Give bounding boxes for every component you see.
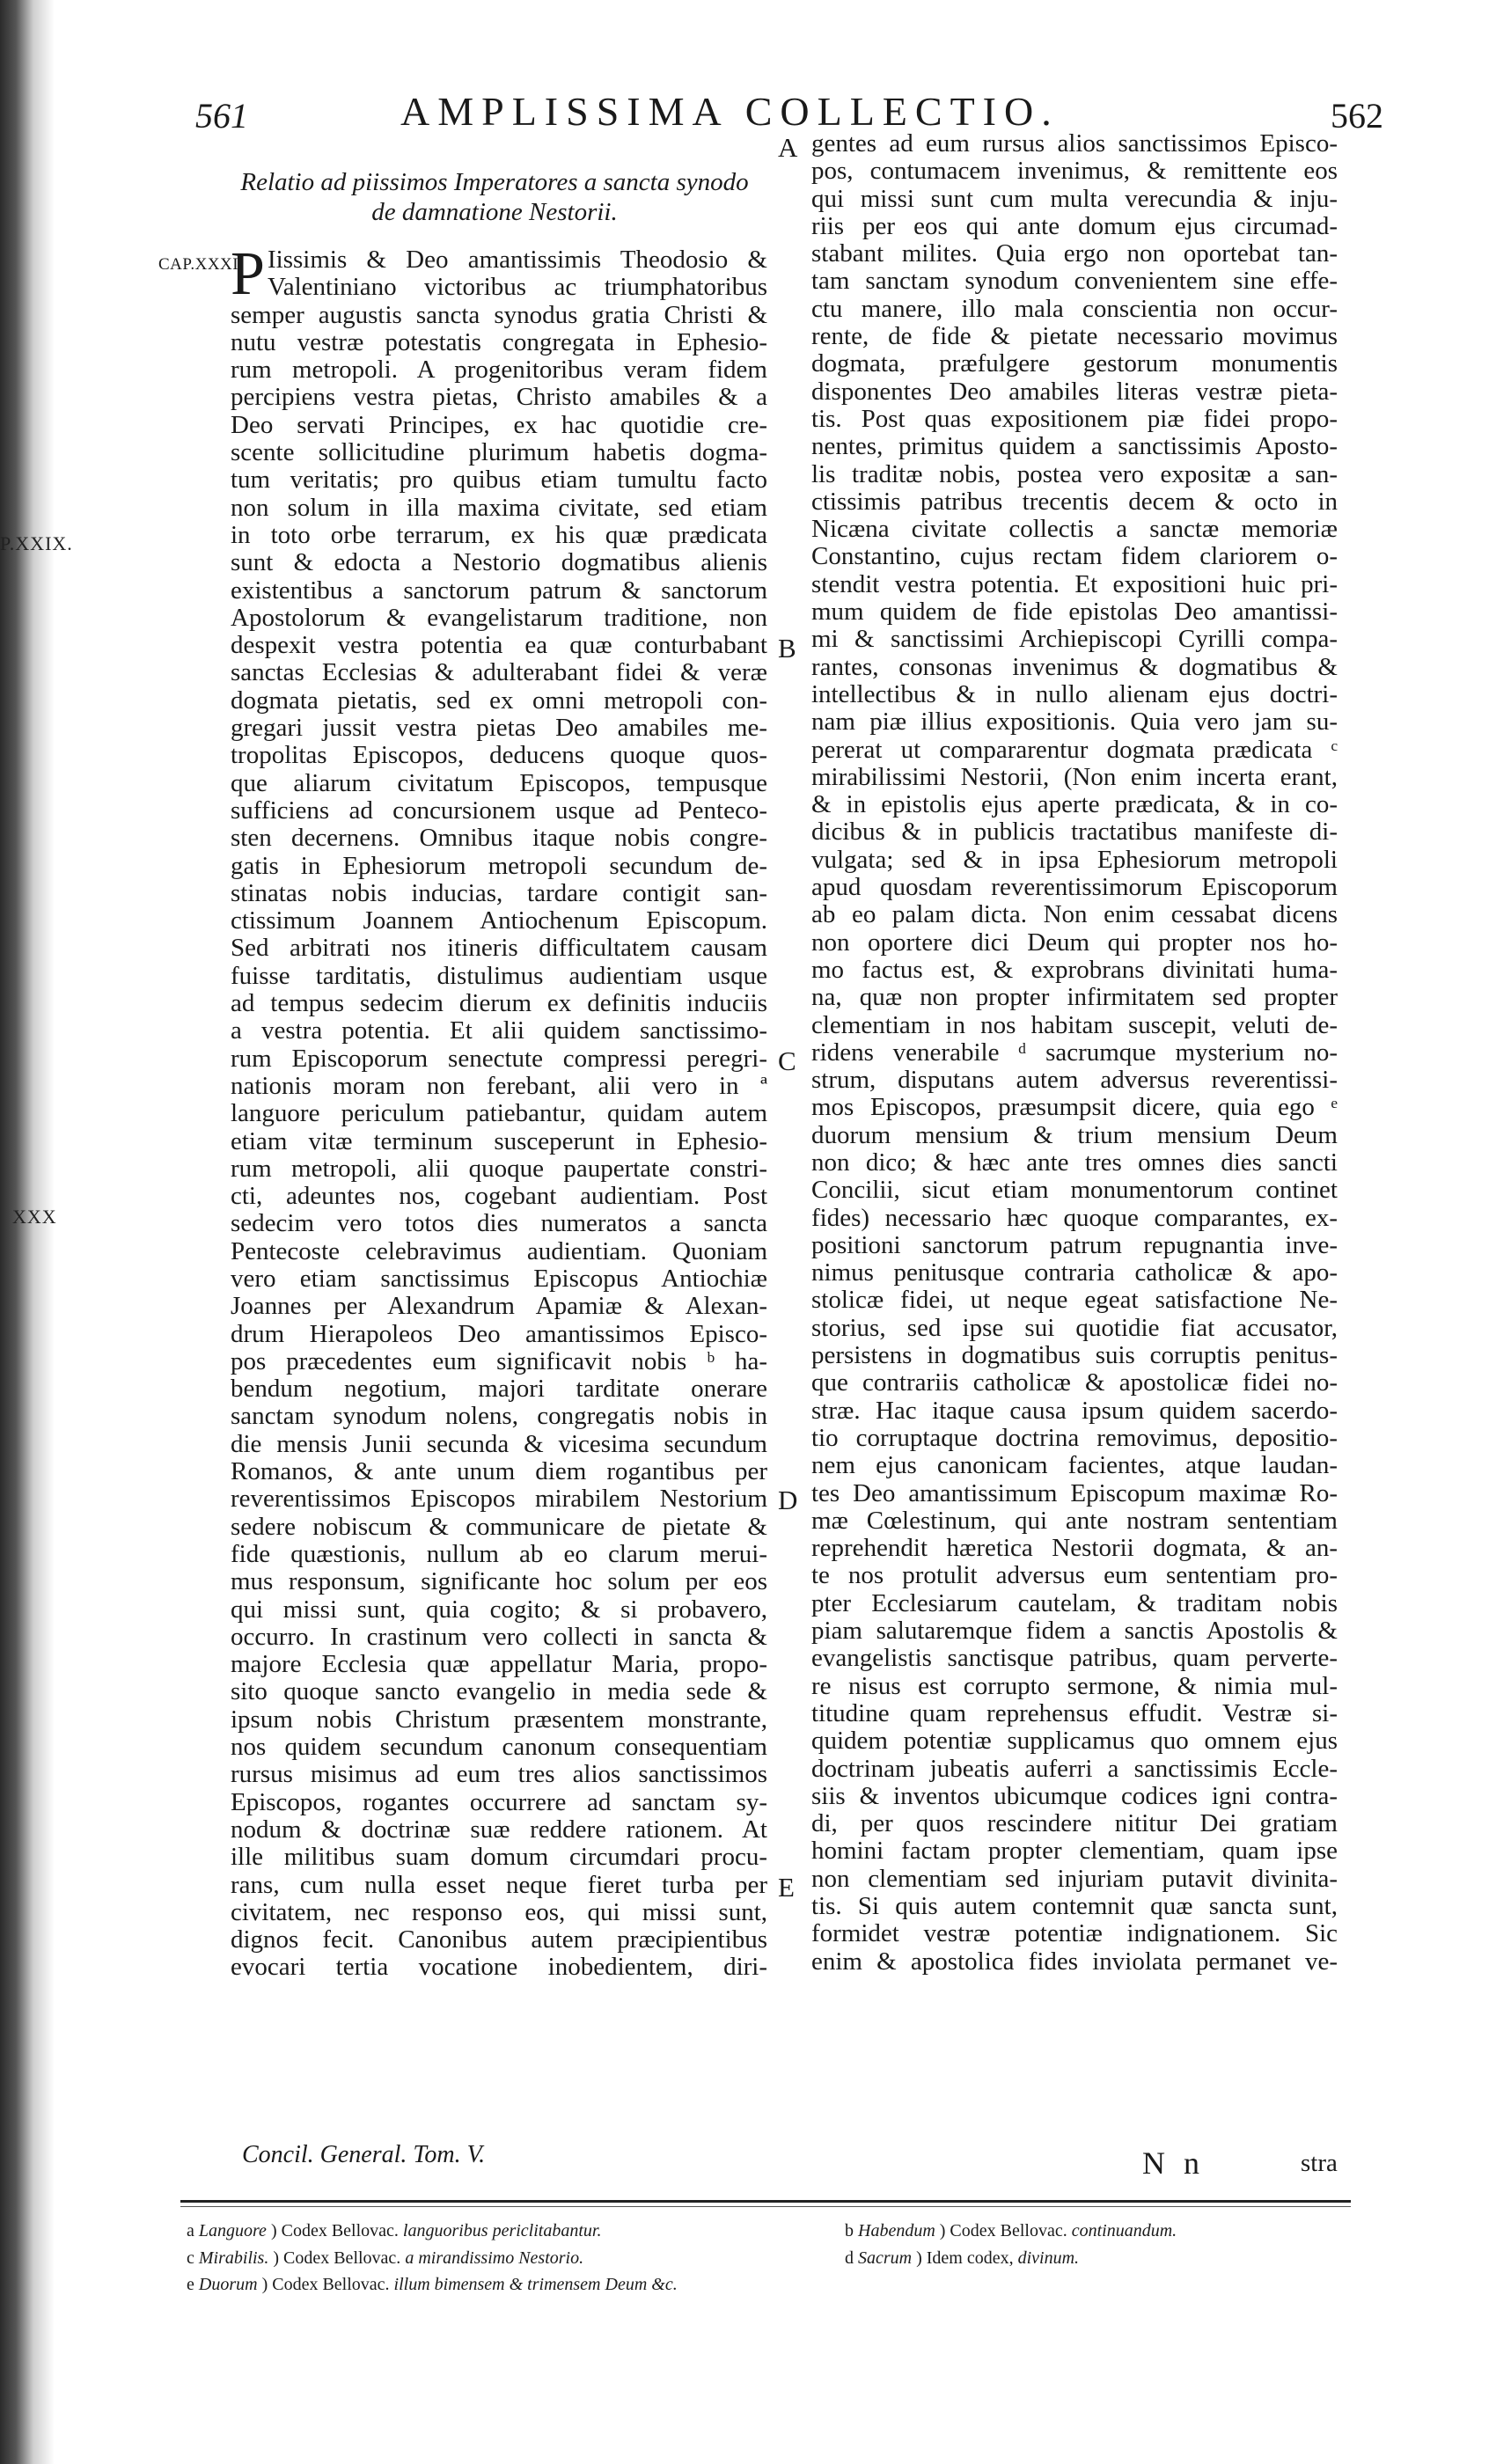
text-line: Constantino, cujus rectam fidem clariorem o- [811,543,1338,571]
text-line: semper augustis sancta synodus gratia Christi & [231,301,767,329]
footnote-lemma: Languore [198,2221,267,2240]
text-line: tum veritatis; pro quibus etiam tumultu facto [231,466,767,495]
text-line: evangelistis sanctisque patribus, quam perverte- [811,1645,1338,1673]
text-line: mum quidem de fide epistolas Deo amantissi- [811,598,1338,627]
signature-line-concil: Concil. General. Tom. V. [242,2141,486,2168]
footnote-reading: divinum. [1017,2248,1080,2268]
text-line: nimus penitusque contraria catholicæ & apo- [811,1259,1338,1287]
text-line: mæ Cœlestinum, qui ante nostram sententiam [811,1507,1338,1535]
text-line: in toto orbe terrarum, ex his quæ prædicata [231,521,767,549]
text-line: rans, cum nulla esset neque fieret turba per [231,1871,767,1899]
text-line: piam salutaremque fidem a sanctis Apostolis & [811,1617,1338,1646]
text-line: percipiens vestra pietas, Christo amabiles & a [231,384,767,412]
text-line: Iissimis & Deo amantissimis Theodosio & [268,246,767,274]
text-line: ridens venerabile ᵈ sacrumque mysterium no- [811,1038,1338,1067]
footnote-text: ) Codex Bellovac. [273,2248,401,2268]
text-line: gatis in Ephesiorum metropoli secundum de- [231,852,767,880]
text-line: mirabilissimi Nestorii, (Non enim incerta erant, [811,763,1338,791]
text-line: dignos fecit. Canonibus autem præcipientibus [231,1926,767,1954]
text-line: enim & apostolica fides inviolata permanet ve- [811,1947,1338,1976]
footnote-text: ) Codex Bellovac. [261,2275,390,2294]
page-gutter-shadow [0,0,55,2464]
text-line: sito quoque sancto evangelio in media sede & [231,1678,767,1706]
footnote-mark: c [187,2248,194,2268]
text-line: vero etiam sanctissimus Episcopus Antiochiæ [231,1265,767,1293]
text-line: Joannes per Alexandrum Apamiæ & Alexan- [231,1293,767,1321]
footnote-lemma: Habendum [858,2221,935,2240]
text-line: ille militibus suam domum circumdari procu- [231,1844,767,1872]
text-line: stinatas nobis inducias, tardare contigit san- [231,879,767,907]
text-line: te nos protulit adversus eum sententiam pro- [811,1562,1338,1590]
margin-letter-a: A [778,132,798,163]
text-line: stolicæ fidei, ut neque egeat satisfactione Ne- [811,1287,1338,1315]
text-line: etiam vitæ terminum susceperunt in Ephesio- [231,1127,767,1155]
text-line: strum, disputans autem adversus reverentissi- [811,1067,1338,1095]
text-line: cti, adeuntes nos, cogebant audientiam. Post [231,1183,767,1211]
text-line: sufficiens ad concursionem usque ad Penteco- [231,796,767,825]
text-line: disponentes Deo amabiles literas vestræ pieta- [811,378,1338,406]
text-line: tio corruptaque doctrina removimus, depositio- [811,1424,1338,1452]
right-text-column [811,130,1338,1976]
edge-label-xxx: XXX [12,1206,57,1228]
footnote-mark: b [845,2221,854,2240]
text-line: Nicæna civitate collectis a sanctæ memoriæ [811,516,1338,544]
text-line: nam piæ illius expositionis. Quia vero jam su- [811,708,1338,737]
footnote-rule [180,2200,1351,2203]
text-line: sedere nobiscum & communicare de pietate & [231,1513,767,1541]
text-line: ab eo palam dicta. Non enim cessabat dicens [811,901,1338,929]
text-line: que aliarum civitatum Episcopos, tempusque [231,769,767,797]
text-line: nutu vestræ potestatis congregata in Ephesio- [231,328,767,356]
text-line: non dico; & hæc ante tres omnes dies sancti [811,1148,1338,1177]
text-line: tropolitas Episcopos, deducens quoque quos- [231,742,767,770]
printer-signature: N n [1142,2145,1205,2181]
text-line: tes Deo amantissimum Episcopum maximæ Ro- [811,1479,1338,1507]
text-line: non clementiam sed injuriam putavit divinita- [811,1865,1338,1893]
text-line: nentes, primitus quidem a sanctissimis Aposto- [811,433,1338,461]
text-line: scente sollicitudine plurimum habetis dogma- [231,439,767,467]
text-line: Pentecoste celebravimus audientiam. Quoniam [231,1237,767,1265]
text-line: Sed arbitrati nos itineris difficultatem causam [231,935,767,963]
text-line: persistens in dogmatibus suis corruptis penitus- [811,1342,1338,1370]
running-title: AMPLISSIMA COLLECTIO. [400,89,1060,134]
text-line: die mensis Junii secunda & vicesima secundum [231,1430,767,1458]
text-line: Valentiniano victoribus ac triumphatoribus [268,274,767,302]
footnote-mark: d [845,2248,854,2268]
text-line: apud quosdam reverentissimorum Episcoporum [811,874,1338,902]
footnote-d [845,2248,1079,2269]
text-line: nos quidem secundum canonum consequentiam [231,1734,767,1762]
text-line: homini factam propter clementiam, quam ipse [811,1837,1338,1866]
text-line: non solum in illa maxima civitate, sed etiam [231,494,767,522]
text-line: reprehendit hæretica Nestorii dogmata, & an- [811,1535,1338,1563]
text-line: rente, de fide & pietate necessario movimus [811,323,1338,351]
text-line: drum Hierapoleos Deo amantissimos Episco- [231,1320,767,1348]
text-line: ipsum nobis Christum præsentem monstrante, [231,1705,767,1734]
heading-line-1: Relatio ad piissimos Imperatores a sancta synodo [240,168,749,196]
text-line: positioni sanctorum patrum repugnantia inve- [811,1231,1338,1259]
footnote-lemma: Duorum [198,2275,258,2294]
text-line: titudine quam reprehensus effudit. Vestræ si- [811,1699,1338,1727]
text-line: occurro. In crastinum vero collecti in sancta & [231,1623,767,1651]
text-line: nem ejus canonicam facientes, atque laudan- [811,1452,1338,1480]
footnote-lemma: Sacrum [858,2248,913,2268]
section-heading [204,167,785,227]
text-line: nodum & doctrinæ suæ reddere rationem. At [231,1815,767,1844]
text-line: a vestra potentia. Et alii quidem sanctissimo- [231,1017,767,1045]
text-line: sedecim vero totos dies numeratos a sancta [231,1210,767,1238]
text-line: di, per quos rescindere nititur Dei gratiam [811,1810,1338,1838]
text-line: civitatem, nec responso eos, qui missi sunt, [231,1898,767,1926]
footnote-c [187,2248,583,2269]
text-line: duorum mensium & trium mensium Deum [811,1121,1338,1149]
text-line: rum Episcoporum senectute compressi peregri- [231,1045,767,1073]
text-line: sten decernens. Omnibus itaque nobis congre- [231,825,767,853]
footnote-text: ) Idem codex, [916,2248,1014,2268]
text-line: Apostolorum & evangelistarum traditione, non [231,604,767,632]
text-line: vulgata; sed & in ipsa Ephesiorum metropoli [811,846,1338,874]
text-line: ctissimis patribus trecentis decem & octo in [811,488,1338,516]
text-line: pos præcedentes eum significavit nobis ᵇ ha- [231,1347,767,1375]
footnote-reading: continuandum. [1071,2221,1177,2240]
text-line: stendit vestra potentia. Et expositioni huic pri- [811,570,1338,598]
text-line: tam sanctam synodum convenientem sine effe- [811,268,1338,296]
text-line: que contrariis catholicæ & apostolicæ fidei no- [811,1369,1338,1397]
text-line: fide quæstionis, nullum ab eo clarum merui- [231,1540,767,1568]
text-line: rum metropoli. A progenitoribus veram fidem [231,356,767,385]
text-line: dicibus & in publicis tractatibus manifeste di- [811,818,1338,847]
text-line: rursus misimus ad eum tres alios sanctissimos [231,1761,767,1789]
text-line: languore periculum patiebantur, quidam autem [231,1100,767,1128]
footnote-text: ) Codex Bellovac. [270,2221,399,2240]
text-line: gregari jussit vestra pietas Deo amabiles me- [231,715,767,743]
footnote-b [845,2221,1177,2241]
text-line: evocari tertia vocatione inobedientem, diri- [231,1954,767,1982]
text-line: rum metropoli, alii quoque paupertate constri- [231,1155,767,1183]
text-line: despexit vestra potentia ea quæ conturbabant [231,632,767,660]
page-number-right: 562 [1331,96,1383,136]
text-line: existentibus a sanctorum patrum & sanctorum [231,576,767,605]
text-line: lis traditæ nobis, postea vero expositæ a san- [811,460,1338,488]
text-line: ctu manere, illo mala conscientia non occur- [811,295,1338,323]
text-line: mo factus est, & exprobrans divinitati huma- [811,956,1338,984]
text-line: pererat ut compararentur dogmata prædicata ᶜ [811,736,1338,764]
text-line: non oportere dici Deum qui propter nos ho- [811,928,1338,957]
text-line: tis. Si quis autem contemnit quæ sancta sunt, [811,1893,1338,1920]
text-line: Concilii, sicut etiam monumentorum continet [811,1177,1338,1205]
text-line: pos, contumacem invenimus, & remittente eos [811,158,1338,186]
text-line: riis per eos qui ante domum ejus circumad- [811,212,1338,240]
edge-label-xxix: P.XXIX. [0,532,73,554]
footnote-reading: a mirandissimo Nestorio. [405,2248,584,2268]
heading-line-2: de damnatione Nestorii. [371,198,618,226]
text-line: Deo servati Principes, ex hac quotidie cre- [231,411,767,439]
text-line: dogmata pietatis, sed ex omni metropoli con- [231,686,767,715]
text-line: qui missi sunt, quia cogito; & si probavero, [231,1595,767,1624]
text-line: majore Ecclesia quæ appellatur Maria, propo- [231,1651,767,1679]
text-line: stabant milites. Quia ergo non oportebat tan- [811,240,1338,268]
text-line: sanctam synodum nolens, congregatis nobis in [231,1403,767,1431]
chapter-label: CAP.XXXI. [158,255,244,274]
margin-letter-c: C [778,1045,796,1076]
text-line: storius, sed ipse sui quotidie fiat accusator, [811,1314,1338,1342]
footnote-mark: a [187,2221,194,2240]
left-text-column [231,240,767,1982]
margin-letter-d: D [778,1485,798,1515]
text-line: pter Ecclesiarum cautelam, & traditam nobis [811,1589,1338,1617]
text-line: sanctas Ecclesias & adulterabant fidei & veræ [231,659,767,687]
text-line: intellectibus & in nullo alienam ejus doctri- [811,680,1338,708]
margin-letter-e: E [778,1872,795,1903]
text-line: & in epistolis ejus aperte prædicata, & in co- [811,791,1338,819]
text-line: Romanos, & ante unum diem rogantibus per [231,1458,767,1486]
text-line: rantes, consonas invenimus & dogmatibus & [811,653,1338,681]
text-line: formidet vestræ potentiæ indignationem. Sic [811,1920,1338,1948]
text-line: ctissimum Joannem Antiochenum Episcopum. [231,907,767,935]
text-line: fuisse tarditatis, distulimus audientiam usque [231,962,767,990]
margin-letter-b: B [778,633,796,664]
text-line: tis. Post quas expositionem piæ fidei propo- [811,405,1338,433]
footnote-reading: illum bimensem & trimensem Deum &c. [393,2275,678,2294]
footnote-text: ) Codex Bellovac. [939,2221,1067,2240]
text-line: reverentissimos Episcopos mirabilem Nestorium [231,1485,767,1514]
text-line: gentes ad eum rursus alios sanctissimos Episco- [811,130,1338,158]
text-line: siis & inventos ubicumque codices igni contra- [811,1782,1338,1810]
text-line: stræ. Hac itaque causa ipsum quidem sacerdo- [811,1397,1338,1425]
text-line: na, quæ non propter infirmitatem sed propter [811,984,1338,1012]
text-line: qui missi sunt cum multa verecundia & inju- [811,185,1338,213]
text-line: mos Episcopos, præsumpsit dicere, quia ego ᵉ [811,1094,1338,1122]
footnote-lemma: Mirabilis. [198,2248,269,2268]
page-number-left: 561 [195,96,248,136]
text-line: nationis moram non ferebant, alii vero in ª [231,1072,767,1100]
footnote-e [187,2275,678,2295]
text-line: quidem potentiæ supplicamus quo omnem ejus [811,1727,1338,1756]
drop-capital: P [231,240,265,308]
text-line: mus responsum, significante hoc solum per eos [231,1568,767,1596]
footnote-rule-thin [180,2206,1351,2207]
footnote-reading: languoribus periclitabantur. [402,2221,602,2240]
text-line: re nisus est corrupto sermone, & nimia mul- [811,1672,1338,1700]
text-line: mi & sanctissimi Archiepiscopi Cyrilli compa- [811,626,1338,654]
text-line: sunt & edocta a Nestorio dogmatibus alienis [231,549,767,577]
text-line: bendum negotium, majori tarditate onerare [231,1375,767,1404]
footnote-a [187,2221,601,2241]
text-line: dogmata, præfulgere gestorum monumentis [811,350,1338,378]
text-line: doctrinam jubeatis auferri a sanctissimis Eccle- [811,1755,1338,1783]
text-line: Episcopos, rogantes occurrere ad sanctam sy- [231,1788,767,1816]
text-line: clementiam in nos habitam suscepit, veluti de- [811,1011,1338,1039]
catchword: stra [1301,2149,1338,2177]
footnote-mark: e [187,2275,194,2294]
text-line: fides) necessario hæc quoque comparantes, ex- [811,1204,1338,1232]
text-line: ad tempus sedecim dierum ex definitis induciis [231,990,767,1018]
